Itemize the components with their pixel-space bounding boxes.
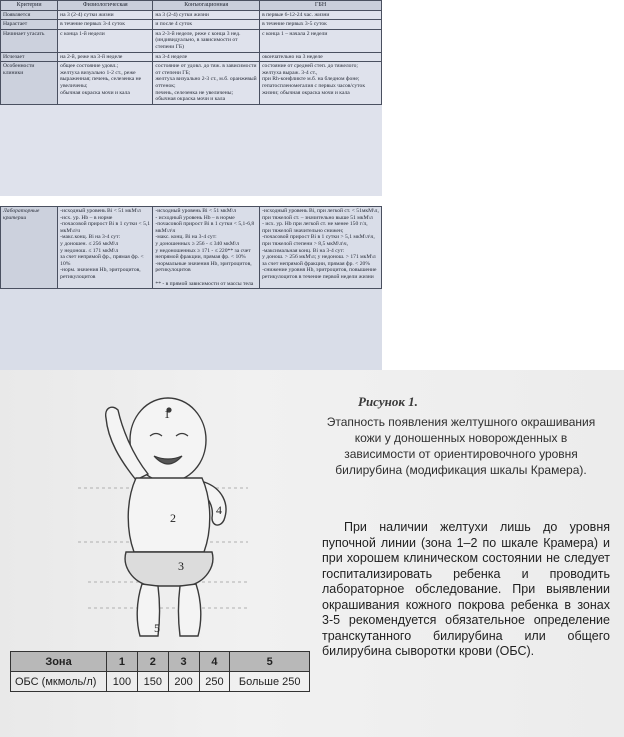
zone-value: Больше 250	[230, 672, 310, 692]
table-cell: -исходный уровень Bi < 51 мкМ\л -исх. ур. Hb – в норме -почасовой прирост Bi в 1 сутки < 5,1 мкМ\л\ч -макс.конц. Bi на 3-4 сут: у доношен. ≤ 256 мкМ\л у недонош. ≤ 171 мкМ\л за счет непрямой фр., прямая фр. < 10% -норм. значения Hb, эритроцитов, ретикулоцитов	[58, 207, 153, 289]
table-cell: в течение первых 3-4 суток	[58, 20, 153, 30]
figure-caption-text: Этапность появления желтушного окрашивания кожи у доношенных новорожденных в зависимости от ориентировочного уровня билирубина (модификация шкалы Крамера).	[326, 415, 596, 477]
zone-value: 200	[168, 672, 199, 692]
lab-criteria-photo	[0, 206, 382, 370]
zone-header-label: Зона	[11, 652, 107, 672]
table-cell: -исходный уровень Bi, при легкой ст. < 51мкМ\л, при тяжелой ст. – значительно выше 51 мкМ\л - исх. ур. Hb при легкой ст. не менее 150 г/л, при тяжелой значительно снижен; -почасовой прирост Bi в 1 сутки > 5,1 мкМ\л\ч, при тяжелой степени > 8,5 мкМ\л\ч, -максимальная конц. Bi на 3-4 сут: у донош. > 256 мкМ\л; у недонош. > 171 мкМ\л за счет непрямой фракции, прямая фр. < 20% -снижение уровня Hb, эритроцитов, повышение ретикулоцитов в течение первой недели жизни	[260, 207, 382, 289]
table-cell: на 3-4 неделе	[153, 52, 260, 62]
zone-number: 2	[137, 652, 168, 672]
table-cell: состояние от удовл. до тяж. в зависимости от степени ГБ; желтуха визуально 2-3 ст., м.б. оранжевый оттенок; печень, селезенка не увеличены; обычная окраска мочи и кала	[153, 62, 260, 105]
table-row	[1, 10, 382, 20]
table-cell: с конца 1 – начала 2 недели	[260, 29, 382, 52]
zone-value: 100	[107, 672, 138, 692]
body-paragraph	[322, 520, 610, 660]
table-cell: с конца 1-й недели	[58, 29, 153, 52]
zone-number: 1	[107, 652, 138, 672]
header-conjugational: Конъюгационная	[153, 1, 260, 11]
table-cell: в первые 6-12-24 час. жизни	[260, 10, 382, 20]
table-row	[1, 207, 382, 289]
zone-value: 150	[137, 672, 168, 692]
zone-number: 3	[168, 652, 199, 672]
table-row	[1, 62, 382, 105]
zone-value: 250	[199, 672, 230, 692]
table-cell: состояние от средней степ. до тяжелого; желтуха выраж. 3-4 ст., при Rh-конфликте м.б. на бледном фоне; гепатоспленомегалия с первых часов/суток жизни; обычная окраска мочи и кала	[260, 62, 382, 105]
figure-caption-title: Рисунок 1.	[358, 394, 418, 409]
row-label: Нарастает	[1, 20, 58, 30]
jaundice-comparison-table	[0, 0, 382, 105]
zone-marker: 1	[164, 407, 170, 421]
book-page	[0, 370, 624, 737]
table-cell: на 2-й, реже на 3-й неделе	[58, 52, 153, 62]
table-cell: окончательно на 3 неделе	[260, 52, 382, 62]
header-criteria: Критерии	[1, 1, 58, 11]
baby-illustration	[8, 370, 328, 650]
table-cell: общее состояние удовл.; желтуха визуально 1-2 ст., реже выраженная; печень, селезенка не увеличены; обычная окраска мочи и кала	[58, 62, 153, 105]
table-cell: на 3 (2-4) сутки жизни	[58, 10, 153, 20]
zone-number: 5	[230, 652, 310, 672]
row-label: Начинает угасать	[1, 29, 58, 52]
zone-values-label: ОБС (мкмоль/л)	[11, 672, 107, 692]
table-cell: и после 4 суток	[153, 20, 260, 30]
zone-marker: 4	[216, 503, 222, 517]
comparison-table-photo	[0, 0, 382, 196]
zone-marker: 5	[154, 621, 160, 635]
zone-number: 4	[199, 652, 230, 672]
kramer-baby-figure	[8, 370, 328, 650]
table-row	[1, 20, 382, 30]
zone-marker: 2	[170, 511, 176, 525]
row-label: Особенности клиники	[1, 62, 58, 105]
row-label: Появляется	[1, 10, 58, 20]
kramer-zone-table	[10, 651, 310, 692]
body-paragraph-text: При наличии желтухи лишь до уровня пупочной линии (зона 1–2 по шкале Крамера) и при хорошем клиническом состоянии не следует госпитализировать ребенка и проводить лабораторное обследование. При выявлении окрашивания кожного покрова ребенка в зонах 3-5 рекомендуется обязательное определение транскутанного билирубина или общего билирубина сыворотки крови (ОБС).	[322, 520, 610, 658]
row-label: Лабораторные критерии	[1, 207, 58, 289]
table-cell: на 3 (2-4) сутки жизни	[153, 10, 260, 20]
table-cell: в течение первых 3-5 суток	[260, 20, 382, 30]
zone-table-values-row	[11, 672, 310, 692]
header-physiological: Физиологическая	[58, 1, 153, 11]
table-cell: на 2-3-й неделе, реже с конца 3 нед. (индивидуально, в зависимости от степени ГБ)	[153, 29, 260, 52]
row-label: Исчезает	[1, 52, 58, 62]
lab-criteria-table	[0, 206, 382, 289]
header-hdn: ГБН	[260, 1, 382, 11]
zone-marker: 3	[178, 559, 184, 573]
table-cell: -исходный уровень Bi < 51 мкМ\л - исходный уровень Hb – в норме -почасовой прирост Bi в 1 сутки < 5,1-6,8 мкМ\л\ч -макс. конц. Bi на 3-4 сут: у доношенных ≥ 256 - ≤ 340 мкМ\л у недоношенных ≥ 171 - ≤ 220** за счет непрямой фракции, прямая фр. < 10% -нормальные значения Hb, эритроцитов, ретикулоцитов ** - в прямой зависимости от массы тела	[153, 207, 260, 289]
table-row	[1, 29, 382, 52]
table-row	[1, 52, 382, 62]
table-header-row	[1, 1, 382, 11]
zone-table-header-row	[11, 652, 310, 672]
